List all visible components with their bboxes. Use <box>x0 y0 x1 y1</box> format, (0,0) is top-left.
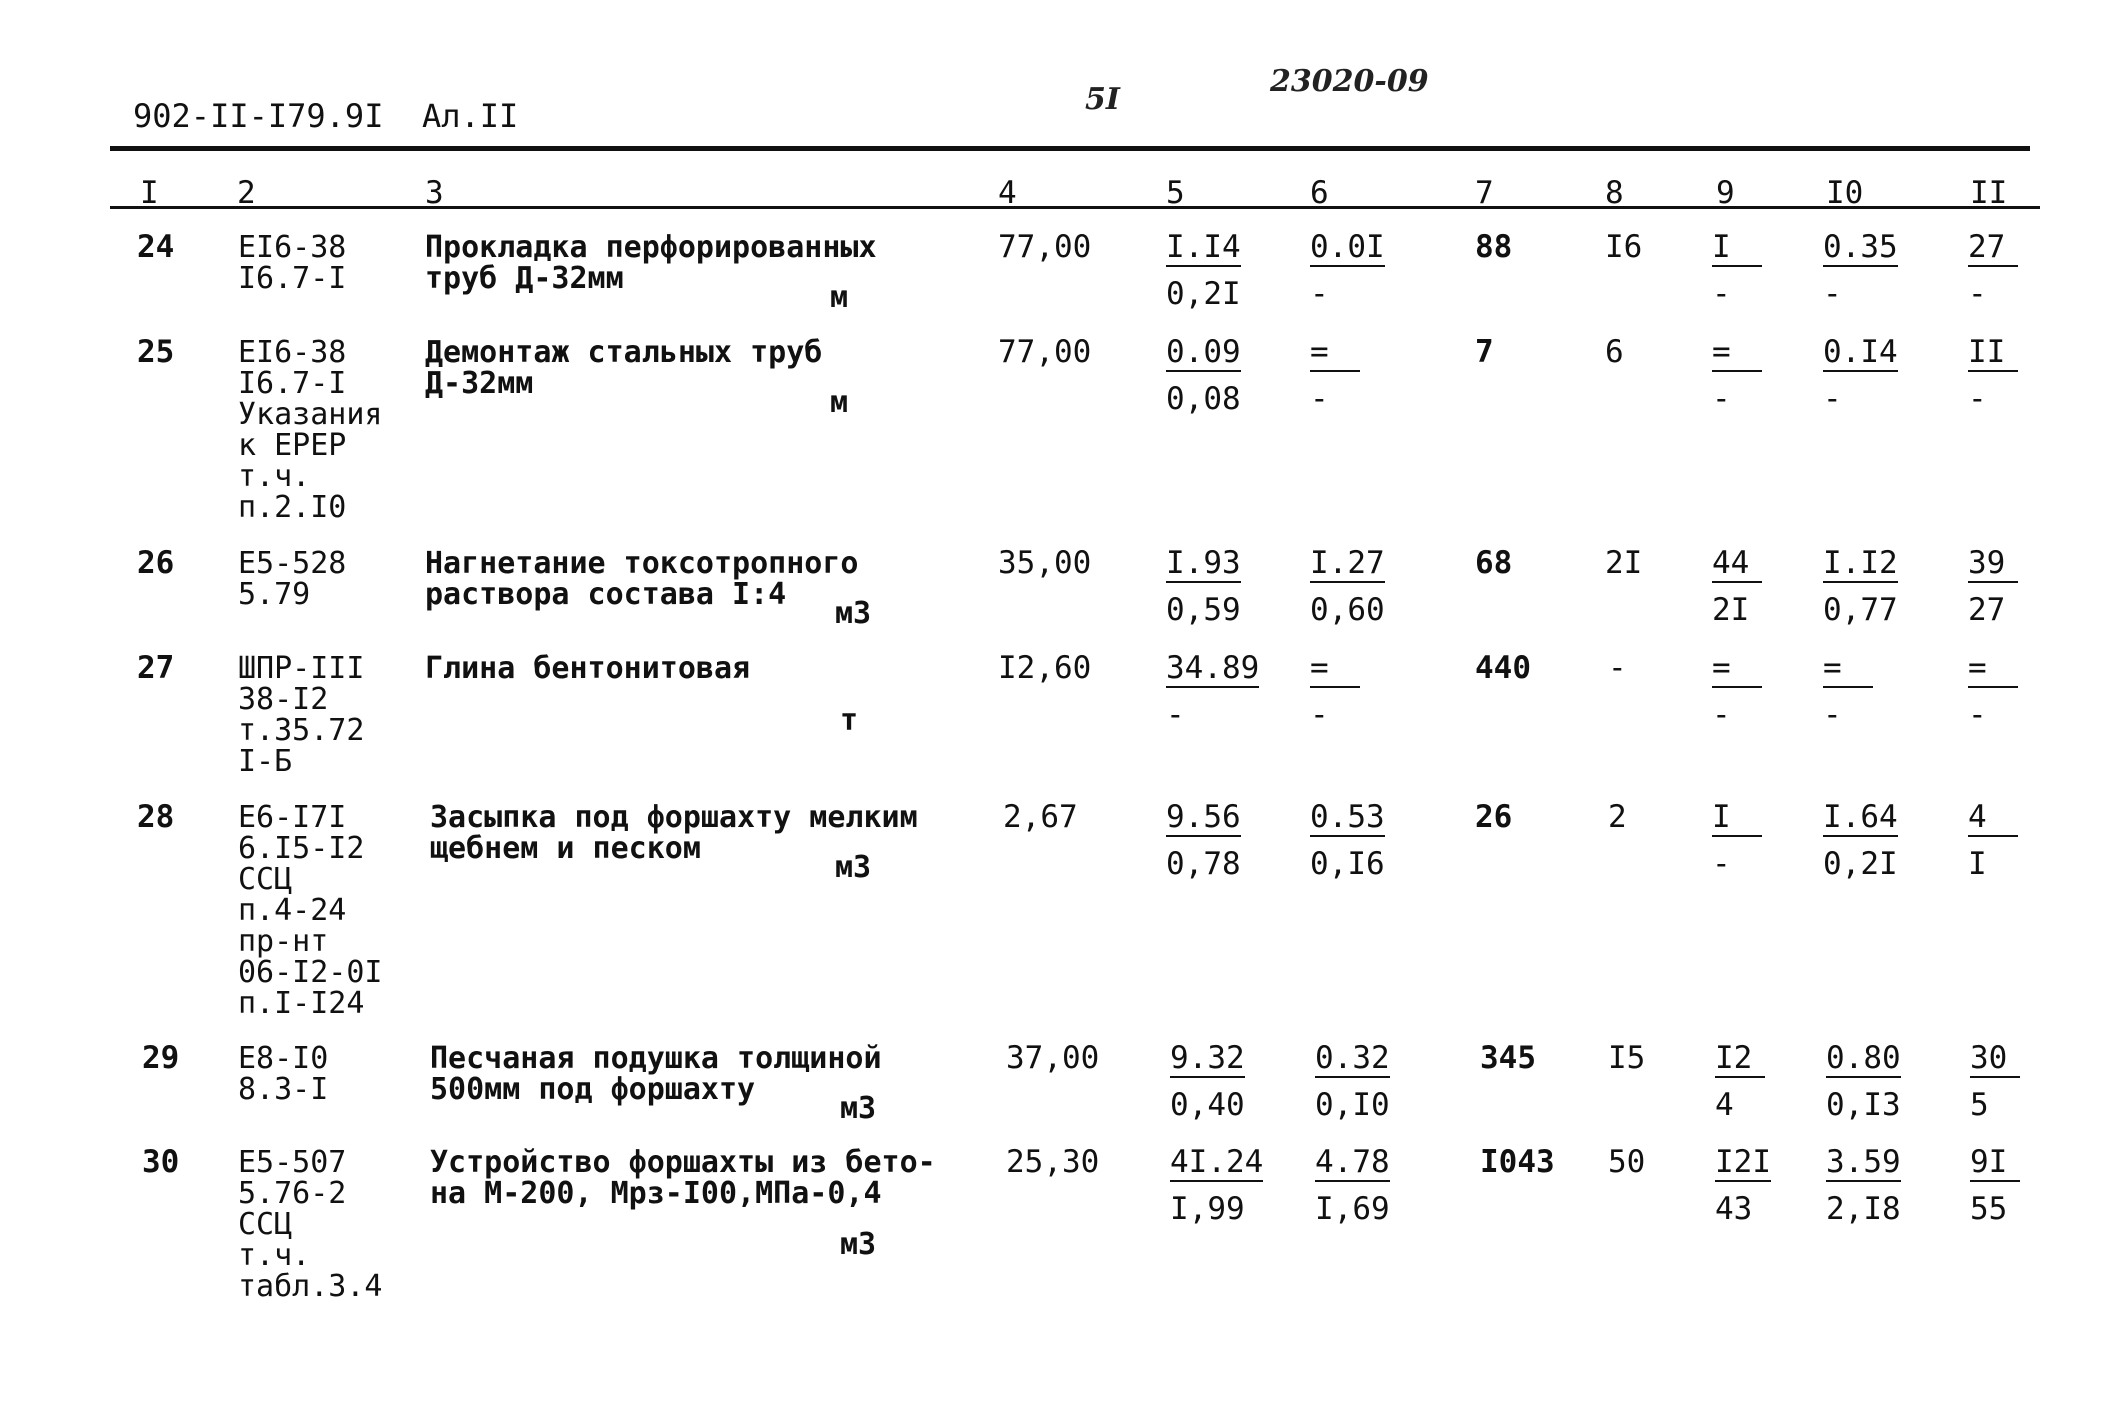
labor-total-fraction: 27 - <box>1968 232 2028 310</box>
row-number: 26 <box>137 545 175 581</box>
labor-fraction: $\frac{0.80}{0,I3}$ <box>1826 1040 1901 1123</box>
wages: 50 <box>1608 1144 1646 1180</box>
total-cost: I043 <box>1480 1144 1555 1180</box>
unit: м3 <box>840 1227 877 1262</box>
total-cost: 68 <box>1475 545 1513 581</box>
registration-stamp: 23020-09 <box>1270 64 1429 99</box>
operation-fraction: = - <box>1310 337 1420 415</box>
quantity: 35,00 <box>998 545 1092 581</box>
work-description: Прокладка перфорированных труб Д-32мм <box>425 230 877 296</box>
header-rule <box>110 206 2040 209</box>
cost-fraction: $\frac{0.09}{0,08}$ <box>1166 334 1241 417</box>
operation-total-fraction: $\frac{I2I}{43}$ <box>1715 1144 1771 1227</box>
labor-total-fraction: $\frac{30}{5}$ <box>1970 1043 2030 1121</box>
operation-fraction: $\frac{I.27}{0,60}$ <box>1310 545 1385 628</box>
labor-fraction: $\frac{I.64}{0,2I}$ <box>1823 799 1898 882</box>
column-header-2: 2 <box>237 175 256 211</box>
column-header-10: I0 <box>1826 175 1864 211</box>
cost-fraction: $\frac{9.32}{0,40}$ <box>1170 1040 1245 1123</box>
column-header-6: 6 <box>1310 175 1329 211</box>
unit: м3 <box>835 850 872 885</box>
cost-fraction: $\frac{9.56}{0,78}$ <box>1166 799 1241 882</box>
row-number: 28 <box>137 799 175 835</box>
unit: м <box>830 385 849 420</box>
wages: I6 <box>1605 229 1643 265</box>
operation-total-fraction: = - <box>1712 337 1822 415</box>
page-number: 5I <box>1085 82 1120 117</box>
row-number: 29 <box>142 1040 180 1076</box>
norm-reference: EI6-38 I6.7-I <box>238 230 347 296</box>
quantity: 25,30 <box>1006 1144 1100 1180</box>
cost-fraction: $\frac{4I.24}{I,99}$ <box>1170 1144 1264 1227</box>
labor-total-fraction: $\frac{4}{I}$ <box>1968 802 2028 880</box>
unit: м <box>830 280 849 315</box>
column-header-3: 3 <box>425 175 444 211</box>
unit: м3 <box>840 1091 877 1126</box>
labor-total-fraction: = - <box>1968 653 2028 731</box>
wages: I5 <box>1608 1040 1646 1076</box>
work-description: Нагнетание токсотропного раствора состава I:4 <box>425 546 859 612</box>
norm-reference: E5-528 5.79 <box>238 546 347 612</box>
cost-fraction: 34.89 - <box>1166 650 1260 733</box>
wages: 6 <box>1605 334 1624 370</box>
work-description: Глина бентонитовая <box>425 651 751 686</box>
operation-fraction: 0.0I - <box>1310 229 1385 312</box>
work-description: Демонтаж стальных труб Д-32мм <box>425 335 823 401</box>
work-description: Устройство форшахты из бето- на М-200, Мрз-I00,МПа-0,4 <box>430 1145 936 1211</box>
column-header-7: 7 <box>1475 175 1494 211</box>
operation-total-fraction: $\frac{I2}{4}$ <box>1715 1043 1825 1121</box>
column-header-9: 9 <box>1716 175 1735 211</box>
total-cost: 26 <box>1475 799 1513 835</box>
operation-fraction: = - <box>1310 653 1420 731</box>
norm-reference: E5-507 5.76-2 ССЦ т.ч. табл.3.4 <box>238 1145 383 1304</box>
labor-fraction: 0.35 - <box>1823 229 1898 312</box>
work-description: Засыпка под форшахту мелким щебнем и песком <box>430 800 918 866</box>
wages: 2I <box>1605 545 1643 581</box>
total-cost: 88 <box>1475 229 1513 265</box>
labor-fraction: $\frac{3.59}{2,I8}$ <box>1826 1144 1901 1227</box>
work-description: Песчаная подушка толщиной 500мм под форшахту <box>430 1041 882 1107</box>
row-number: 30 <box>142 1144 180 1180</box>
total-cost: 345 <box>1480 1040 1536 1076</box>
unit: м3 <box>835 596 872 631</box>
column-header-11: II <box>1970 175 2008 211</box>
operation-total-fraction: I - <box>1712 232 1822 310</box>
operation-fraction: $\frac{0.53}{0,I6}$ <box>1310 799 1385 882</box>
operation-fraction: $\frac{0.32}{0,I0}$ <box>1315 1040 1390 1123</box>
unit: т <box>840 703 859 738</box>
operation-fraction: $\frac{4.78}{I,69}$ <box>1315 1144 1390 1227</box>
quantity: 2,67 <box>1003 799 1078 835</box>
norm-reference: E6-I7I 6.I5-I2 ССЦ п.4-24 пр-нт 06-I2-0I п.I-I24 <box>238 800 383 1021</box>
labor-total-fraction: $\frac{39}{27}$ <box>1968 548 2028 626</box>
document-code: 902-II-I79.9I Ал.II <box>133 97 519 135</box>
row-number: 27 <box>137 650 175 686</box>
operation-total-fraction: I - <box>1712 802 1822 880</box>
top-rule <box>110 146 2030 151</box>
quantity: 77,00 <box>998 229 1092 265</box>
cost-fraction: $\frac{I.93}{0,59}$ <box>1166 545 1241 628</box>
total-cost: 7 <box>1475 334 1494 370</box>
labor-fraction: 0.I4 - <box>1823 334 1898 417</box>
row-number: 25 <box>137 334 175 370</box>
column-header-1: I <box>140 175 159 211</box>
column-header-4: 4 <box>998 175 1017 211</box>
column-header-8: 8 <box>1605 175 1624 211</box>
quantity: 77,00 <box>998 334 1092 370</box>
quantity: 37,00 <box>1006 1040 1100 1076</box>
operation-total-fraction: $\frac{44}{2I}$ <box>1712 548 1822 626</box>
labor-fraction: = - <box>1823 653 1933 731</box>
operation-total-fraction: = - <box>1712 653 1822 731</box>
row-number: 24 <box>137 229 175 265</box>
labor-total-fraction: II - <box>1968 337 2028 415</box>
total-cost: 440 <box>1475 650 1531 686</box>
labor-total-fraction: $\frac{9I}{55}$ <box>1970 1147 2030 1225</box>
norm-reference: EI6-38 I6.7-I Указания к ЕРЕР т.ч. п.2.I0 <box>238 335 383 525</box>
cost-fraction: $\frac{I.I4}{0,2I}$ <box>1166 229 1241 312</box>
quantity: I2,60 <box>998 650 1092 686</box>
wages: - <box>1608 650 1627 686</box>
norm-reference: E8-I0 8.3-I <box>238 1041 329 1107</box>
column-header-5: 5 <box>1166 175 1185 211</box>
norm-reference: ШПР-III 38-I2 т.35.72 I-Б <box>238 651 365 779</box>
labor-fraction: $\frac{I.I2}{0,77}$ <box>1823 545 1898 628</box>
wages: 2 <box>1608 799 1627 835</box>
